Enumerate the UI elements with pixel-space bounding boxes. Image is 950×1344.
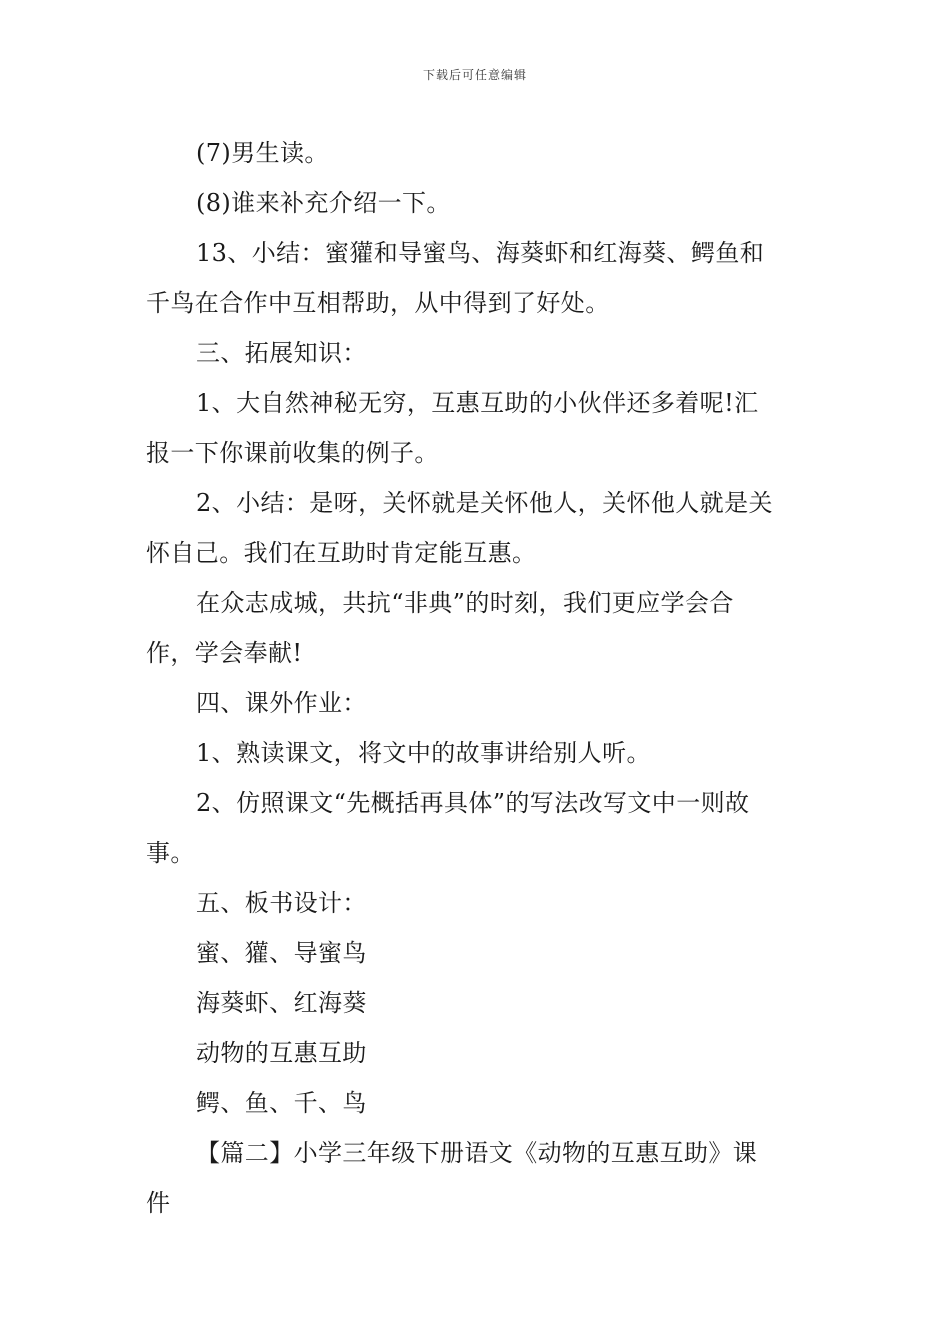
text-line: 13、小结：蜜獾和导蜜鸟、海葵虾和红海葵、鳄鱼和 (196, 239, 765, 267)
board-design-line: 海葵虾、红海葵 (196, 989, 367, 1017)
text-line: 在众志成城，共抗“非典”的时刻，我们更应学会合 (196, 589, 734, 617)
board-design-line: 蜜、獾、导蜜鸟 (196, 939, 367, 967)
text-line: 怀自己。我们在互助时肯定能互惠。 (146, 539, 537, 567)
text-line: 1、熟读课文，将文中的故事讲给别人听。 (196, 739, 651, 767)
section-heading: 四、课外作业： (196, 689, 367, 717)
board-design-line: 动物的互惠互助 (196, 1039, 367, 1067)
text-line: 事。 (146, 839, 195, 867)
text-line: 报一下你课前收集的例子。 (146, 439, 439, 467)
board-design-line: 鳄、鱼、千、鸟 (196, 1089, 367, 1117)
text-line: 千鸟在合作中互相帮助，从中得到了好处。 (146, 289, 610, 317)
page-header: 下载后可任意编辑 (422, 68, 527, 82)
section-heading: 五、板书设计： (196, 889, 367, 917)
text-line: (7)男生读。 (196, 139, 329, 167)
text-line: 2、小结：是呀，关怀就是关怀他人，关怀他人就是关 (196, 489, 773, 517)
text-line: 2、仿照课文“先概括再具体”的写法改写文中一则故 (196, 789, 750, 817)
text-line: 作，学会奉献! (146, 639, 303, 667)
text-line: (8)谁来补充介绍一下。 (196, 189, 451, 217)
section-heading: 三、拓展知识： (196, 339, 367, 367)
chapter-title-continued: 件 (146, 1189, 171, 1217)
chapter-title: 【篇二】小学三年级下册语文《动物的互惠互助》课 (196, 1139, 758, 1167)
document-body (146, 128, 808, 1228)
text-line: 1、大自然神秘无穷，互惠互助的小伙伴还多着呢!汇 (196, 389, 759, 417)
